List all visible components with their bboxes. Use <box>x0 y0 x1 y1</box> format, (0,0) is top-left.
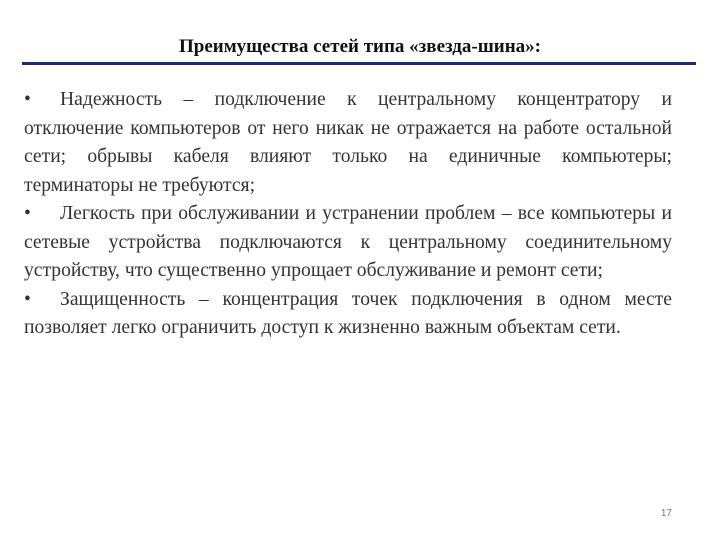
list-item <box>24 200 672 286</box>
list-item <box>24 286 672 343</box>
page-number: 17 <box>660 508 672 519</box>
bullet-list <box>24 86 672 343</box>
list-item <box>24 86 672 200</box>
bullet-icon: • <box>24 203 31 224</box>
list-item-text: Защищенность – концентрация точек подключения в одном месте позволяет легко ограничить доступ к жизненно важным объектам сети. <box>24 288 672 338</box>
list-item-text: Легкость при обслуживании и устранении проблем – все компьютеры и сетевые устройства подключаются к центральному соединительному устройству, что существенно упрощает обслуживание и ремонт сети; <box>24 203 672 281</box>
bullet-icon: • <box>24 89 31 110</box>
slide-title: Преимущества сетей типа «звезда-шина»: <box>178 36 541 57</box>
title-divider <box>22 62 696 65</box>
bullet-icon: • <box>24 288 31 310</box>
list-item-text: Надежность – подключение к центральному концентратору и отключение компьютеров от него никак не отражается на работе остальной сети; обрывы кабеля влияют только на единичные компьютеры; терминаторы не требуются; <box>24 89 672 196</box>
